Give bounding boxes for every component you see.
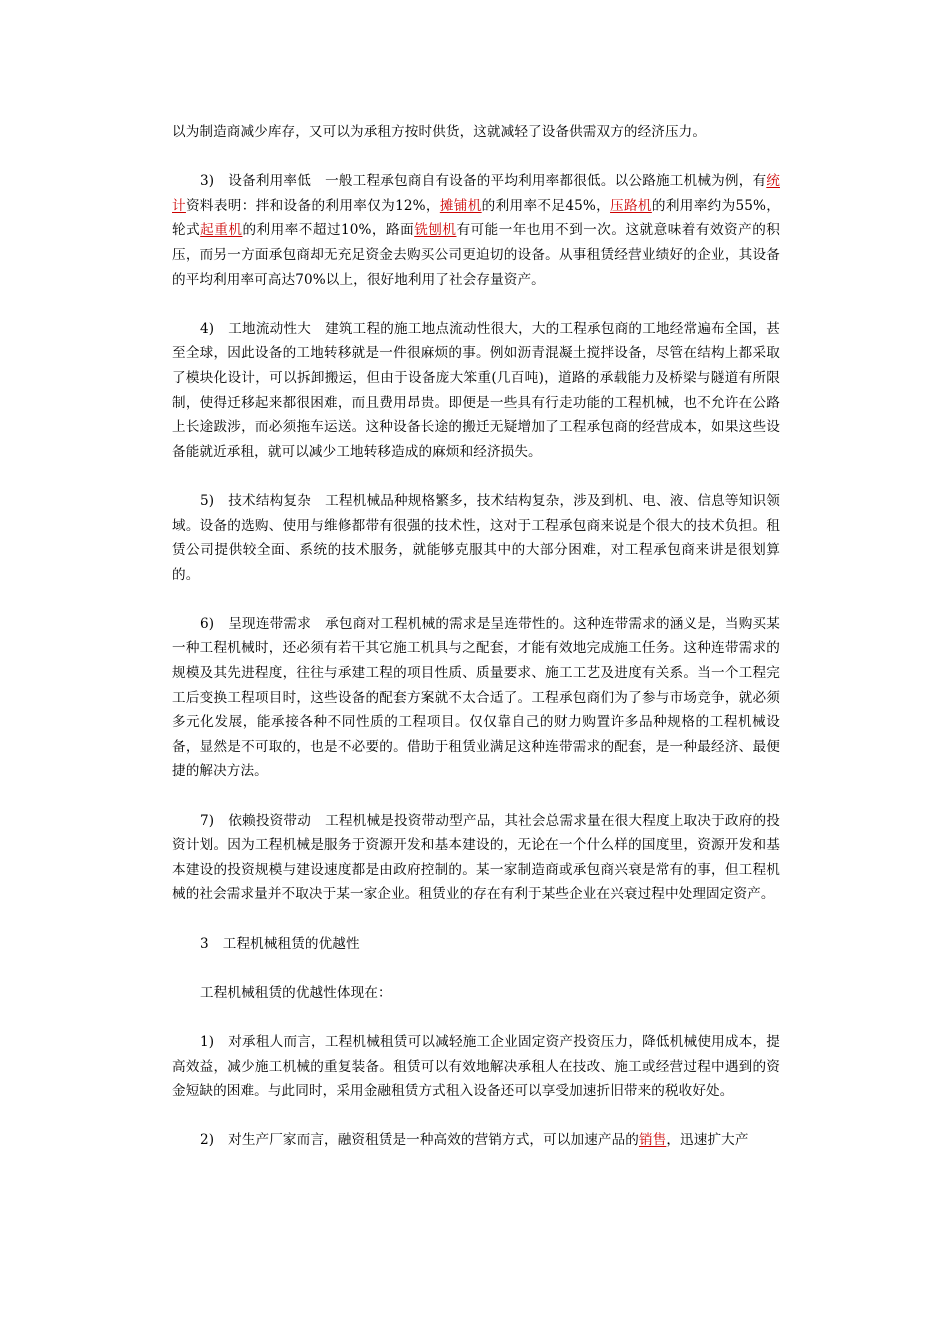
paragraph-text: 对承租人而言，工程机械租赁可以减轻施工企业固定资产投资压力，降低机械使用成本，提高效益，减少施工机械的重复装备。租赁可以有效地解决承租人在技改、施工或经营过程中遇到的资金短缺的困难。与此同时，采用金融租赁方式租入设备还可以享受加速折旧带来的税收好处。 — [172, 1033, 780, 1100]
document-page — [172, 120, 780, 1153]
paragraph-investment-driven — [172, 809, 780, 907]
paragraph-linked-demand — [172, 612, 780, 784]
paragraph-technical-complexity — [172, 489, 780, 587]
paragraph-text: 的利用率不超过10%，路面 — [242, 222, 415, 239]
section-number: 3 — [200, 935, 209, 952]
paragraph-text: 以为制造商减少库存，又可以为承租方按时供货，这就减轻了设备供需双方的经济压力。 — [172, 124, 707, 140]
paragraph-advantages-intro — [172, 981, 780, 1006]
paragraph-text: 工程机械是投资带动型产品，其社会总需求量在很大程度上取决于政府的投资计划。因为工程机械是服务于资源开发和基本建设的，无论在一个什么样的国度里，资源开发和基本建设的投资规模与建设速度都是由政府控制的。某一家制造商或承包商兴衰是常有的事，但工程机械的社会需求量并不取决于某一家企业。租赁业的存在有利于某些企业在兴衰过程中处理固定资产。 — [172, 812, 780, 903]
paragraph-text: ，迅速扩大产 — [666, 1132, 749, 1149]
link-crane[interactable]: 起重机 — [200, 222, 243, 239]
link-statistics[interactable]: 统计 — [172, 173, 780, 214]
item-number: 2) — [200, 1132, 215, 1149]
paragraph-text: 建筑工程的施工地点流动性很大，大的工程承包商的工地经常遍布全国，甚至全球，因此设备的工地转移就是一件很麻烦的事。例如沥青混凝土搅拌设备，尽管在结构上都采取了模块化设计，可以拆卸搬运，但由于设备庞大笨重(几百吨)，道路的承载能力及桥梁与隧道有所限制，使得迁移起来都很困难，而且费用昂贵。即便是一些具有行走功能的工程机械，也不允许在公路上长途跋涉，而必须拖车运送。这种设备长途的搬迁无疑增加了工程承包商的经营成本，如果这些设备能就近承租，就可以减少工地转移造成的麻烦和经济损失。 — [172, 320, 780, 460]
paragraph-site-mobility — [172, 317, 780, 465]
paragraph-text: 的利用率不足45%， — [481, 197, 611, 214]
paragraph-equipment-utilization — [172, 169, 780, 292]
paragraph-lessee-advantage — [172, 1030, 780, 1104]
item-number: 1) — [200, 1033, 215, 1050]
item-title: 呈现连带需求 — [228, 615, 311, 632]
link-sales[interactable]: 销售 — [638, 1132, 667, 1149]
item-title: 技术结构复杂 — [228, 492, 311, 509]
item-title: 设备利用率低 — [228, 173, 311, 190]
item-number: 5) — [200, 492, 215, 509]
link-milling-machine[interactable]: 铣刨机 — [414, 222, 457, 239]
item-title: 依赖投资带动 — [228, 812, 311, 829]
section-heading — [172, 932, 780, 957]
link-roller[interactable]: 压路机 — [610, 197, 652, 214]
paragraph-continued — [172, 120, 780, 145]
paragraph-text: 对生产厂家而言，融资租赁是一种高效的营销方式，可以加速产品的 — [228, 1132, 639, 1149]
paragraph-text: 有可能一年也用不到一次。这就意味着有效资产的积压，而另一方面承包商却无充足资金去购买公司更迫切的设备。从事租赁经营业绩好的企业，其设备的平均利用率可高达70%以上，很好地利用了社会存量资产。 — [172, 222, 780, 288]
paragraph-text: 工程机械租赁的优越性体现在： — [200, 984, 392, 1001]
section-title: 工程机械租赁的优越性 — [222, 935, 360, 952]
paragraph-text: 的利用率约为55%，轮式 — [172, 197, 780, 239]
item-number: 6) — [200, 615, 215, 632]
item-number: 3) — [200, 173, 215, 190]
paragraph-text: 工程机械品种规格繁多，技术结构复杂，涉及到机、电、液、信息等知识领域。设备的选购、使用与维修都带有很强的技术性，这对于工程承包商来说是个很大的技术负担。租赁公司提供较全面、系统的技术服务，就能够克服其中的大部分困难，对工程承包商来讲是很划算的。 — [172, 492, 780, 583]
item-number: 7) — [200, 812, 215, 829]
link-paver[interactable]: 摊铺机 — [439, 197, 482, 214]
item-number: 4) — [200, 320, 215, 337]
item-title: 工地流动性大 — [228, 320, 311, 337]
paragraph-text: 一般工程承包商自有设备的平均利用率都很低。以公路施工机械为例，有 — [324, 173, 767, 190]
paragraph-text: 资料表明：拌和设备的利用率仅为12%， — [185, 197, 440, 214]
paragraph-text: 承包商对工程机械的需求是呈连带性的。这种连带需求的涵义是，当购买某一种工程机械时，还必须有若干其它施工机具与之配套，才能有效地完成施工任务。这种连带需求的规模及其先进程度，往往与承建工程的项目性质、质量要求、施工工艺及进度有关系。当一个工程完工后变换工程项目时，这些设备的配套方案就不太合适了。工程承包商们为了参与市场竞争，就必须多元化发展，能承接各种不同性质的工程项目。仅仅靠自己的财力购置许多品种规格的工程机械设备，显然是不可取的，也是不必要的。借助于租赁业满足这种连带需求的配套，是一种最经济、最便捷的解决方法。 — [172, 615, 780, 780]
paragraph-manufacturer-advantage — [172, 1128, 780, 1153]
